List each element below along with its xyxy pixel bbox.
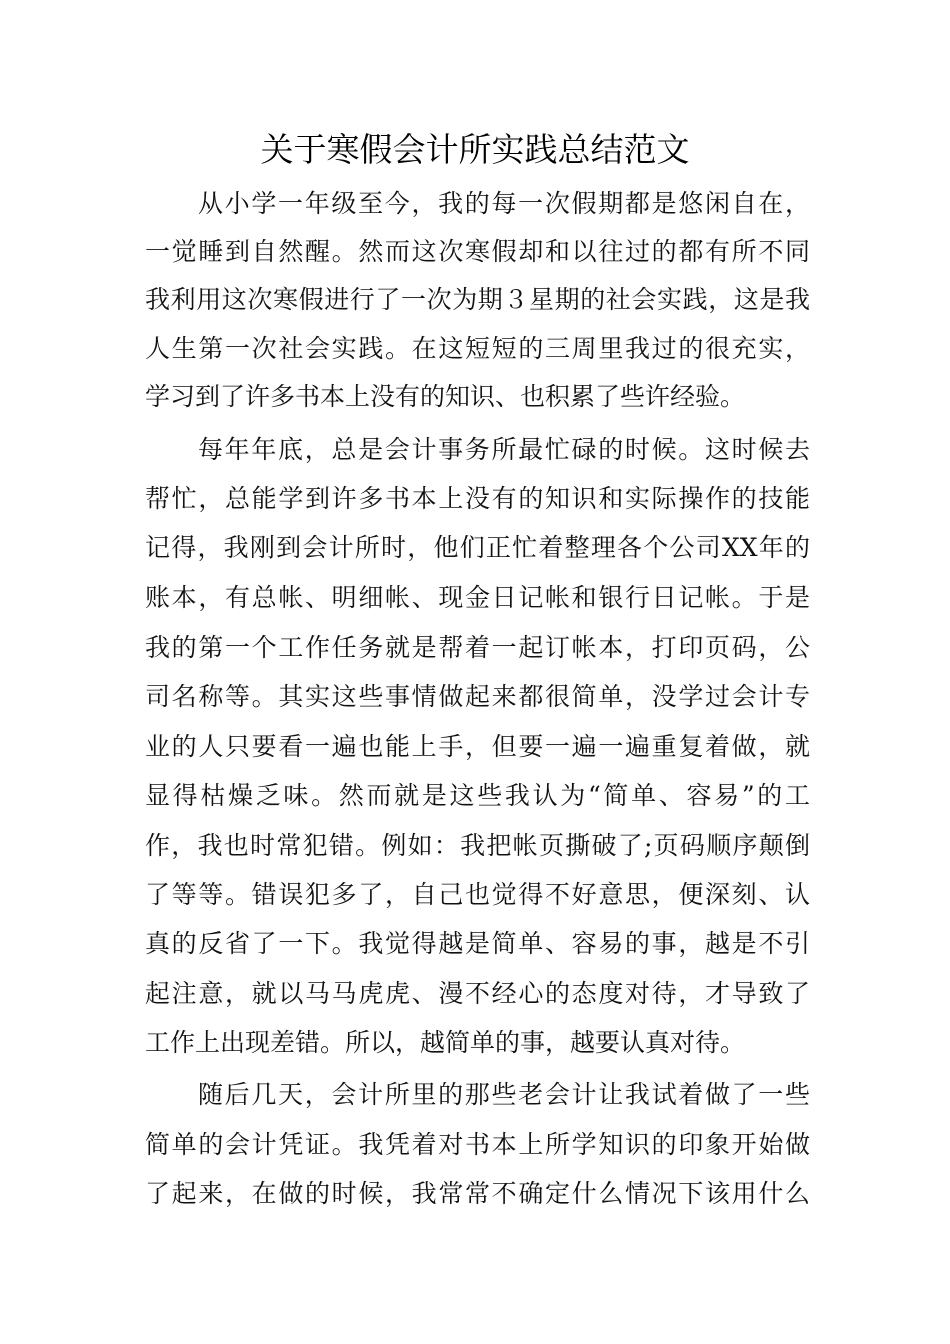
paragraph-line: 人生第一次社会实践。在这短短的三周里我过的很充实， — [145, 334, 810, 363]
paragraph-line: 一觉睡到自然醒。然而这次寒假却和以往过的都有所不同 — [145, 237, 810, 266]
paragraph-line: 业的人只要看一遍也能上手，但要一遍一遍重复着做，就 — [145, 732, 810, 761]
paragraph-line: 了起来，在做的时候，我常常不确定什么情况下该用什么 — [145, 1179, 810, 1208]
paragraph-line: 真的反省了一下。我觉得越是简单、容易的事，越是不引 — [145, 929, 810, 958]
paragraph-line: 起注意，就以马马虎虎、漫不经心的态度对待，才导致了 — [145, 979, 810, 1008]
paragraph-line: 简单的会计凭证。我凭着对书本上所学知识的印象开始做 — [145, 1130, 810, 1159]
paragraph-line: 每年年底，总是会计事务所最忙碌的时候。这时候去 — [198, 435, 810, 464]
paragraph-line: 工作上出现差错。所以，越简单的事，越要认真对待。 — [145, 1028, 746, 1057]
paragraph-line: 随后几天，会计所里的那些老会计让我试着做了一些 — [198, 1080, 810, 1109]
paragraph-line: 从小学一年级至今，我的每一次假期都是悠闲自在， — [198, 189, 810, 218]
paragraph-line: 作，我也时常犯错。例如：我把帐页撕破了;页码顺序颠倒 — [145, 831, 810, 860]
paragraph-line: 帮忙，总能学到许多书本上没有的知识和实际操作的技能 — [145, 484, 810, 513]
paragraph-line: 司名称等。其实这些事情做起来都很简单，没学过会计专 — [145, 682, 810, 711]
paragraph-line: 我的第一个工作任务就是帮着一起订帐本，打印页码，公 — [145, 633, 810, 662]
paragraph-line: 记得，我刚到会计所时，他们正忙着整理各个公司XX年的 — [145, 533, 810, 562]
document-title: 关于寒假会计所实践总结范文 — [260, 130, 690, 169]
paragraph-line: 我利用这次寒假进行了一次为期３星期的社会实践，这是我 — [145, 285, 810, 314]
paragraph-line: 账本，有总帐、明细帐、现金日记帐和银行日记帐。于是 — [145, 583, 810, 612]
paragraph-line: 了等等。错误犯多了，自己也觉得不好意思，便深刻、认 — [145, 880, 810, 909]
paragraph-line: 显得枯燥乏味。然而就是这些我认为“简单、容易”的工 — [145, 781, 810, 810]
paragraph-line: 学习到了许多书本上没有的知识、也积累了些许经验。 — [145, 382, 746, 411]
